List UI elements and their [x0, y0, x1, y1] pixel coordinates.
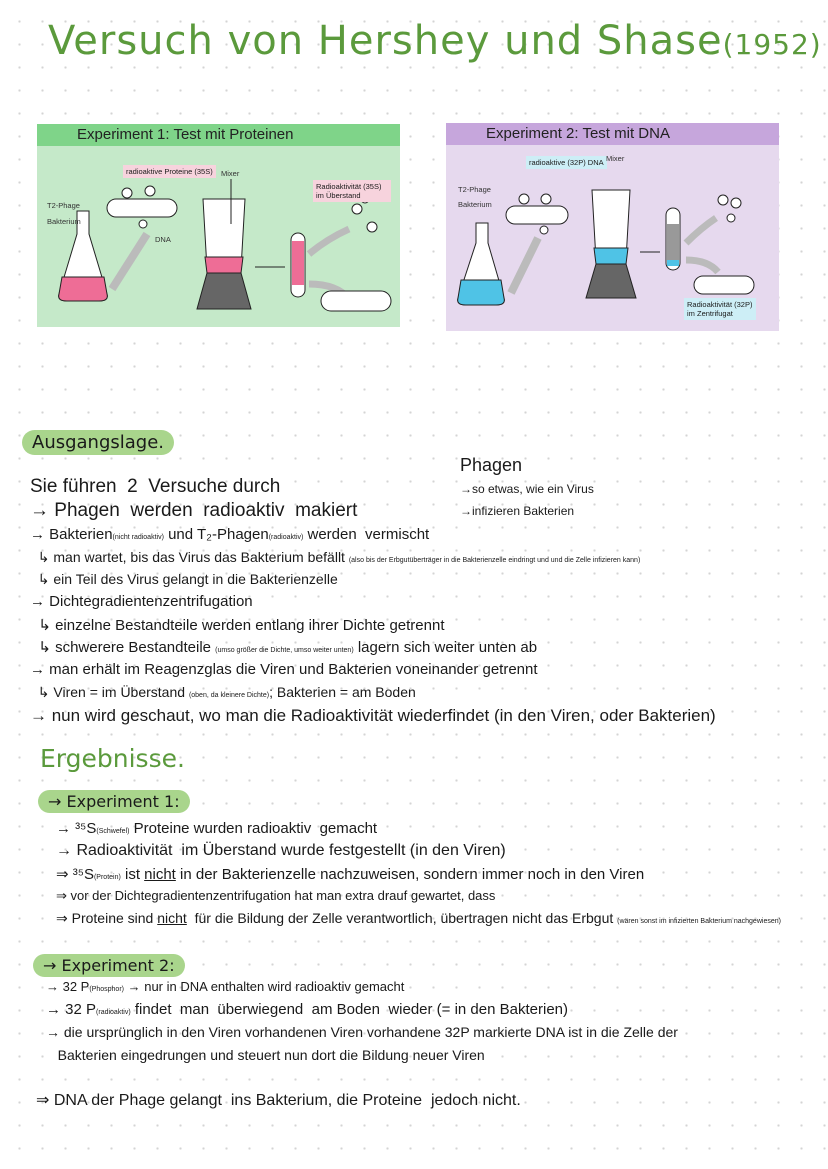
phage-icon	[145, 186, 155, 196]
label-radioactive-proteins: radioaktive Proteine (35S)	[123, 165, 216, 178]
annotation-text: (also bis der Erbgutüberträger in die Bakterienzelle eindringt und und die Zelle infizieren kann)	[348, 557, 641, 564]
note-line	[30, 593, 253, 610]
mixer-icon	[197, 199, 251, 309]
note-text: ⇒ DNA der Phage gelangt ins Bakterium, die Proteine jedoch nicht.	[36, 1092, 521, 1109]
note-text: → ³⁵S	[56, 820, 97, 837]
note-text: in der Bakterienzelle nachzuweisen, sondern immer noch in den Viren	[175, 866, 645, 883]
note-text: → Bakterien	[30, 526, 113, 543]
note-text: ⇒ Proteine sind	[56, 910, 158, 926]
note-text: lagern sich weiter unten ab	[353, 639, 538, 656]
note-text: Sie führen 2 Versuche durch	[30, 476, 281, 497]
mixer-icon	[586, 190, 636, 298]
note-text: nicht	[144, 866, 176, 883]
annotation-text: (Phosphor)	[89, 986, 124, 993]
note-text: → die ursprünglich in den Viren vorhandenen Viren vorhandene 32P markierte DNA ist in die Zelle der	[46, 1024, 678, 1040]
note-line	[30, 571, 338, 588]
note-line	[30, 661, 538, 678]
note-line	[46, 1024, 678, 1040]
phage-icon	[139, 220, 147, 228]
note-text: ist	[120, 866, 145, 883]
annotation-text: (Protein)	[93, 874, 121, 881]
note-text: ↳ einzelne Bestandteile werden entlang ihrer Dichte getrennt	[30, 617, 445, 634]
note-text: Bakterien eingedrungen und steuert nun dort die Bildung neuer Viren	[46, 1047, 485, 1063]
note-text: ↳ man wartet, bis das Virus das Bakterium befällt	[30, 549, 349, 565]
note-text: nicht	[157, 910, 187, 926]
label-bacterium: Bakterium	[47, 217, 81, 226]
arrow-icon	[112, 234, 147, 289]
note-line	[56, 865, 644, 883]
note-text: ⇒ ³⁵S	[56, 866, 94, 883]
phage-icon	[122, 188, 132, 198]
annotation-text: (Schwefel)	[96, 828, 130, 835]
page-title	[48, 18, 822, 64]
annotation-text: (radioaktiv)	[96, 1009, 131, 1016]
note-line	[56, 842, 506, 860]
label-dna: DNA	[155, 235, 171, 244]
annotation-text: (nicht radioaktiv)	[112, 534, 164, 541]
note-line	[46, 1001, 568, 1018]
title-year: (1952)	[722, 28, 822, 61]
note-text: werden vermischt	[303, 526, 430, 543]
note-text: → 32 P	[46, 1001, 97, 1018]
note-text: → Dichtegradientenzentrifugation	[30, 593, 253, 610]
annotation-text: (wären sonst im infizierten Bakterium nachgewiesen)	[617, 918, 781, 925]
note-line	[30, 549, 640, 566]
note-text: ↳ ein Teil des Virus gelangt in die Bakterienzelle	[30, 571, 338, 587]
section-ergebnisse: Ergebnisse.	[40, 744, 185, 773]
note-text: → Phagen werden radioaktiv makiert	[30, 500, 358, 521]
note-text: für die Bildung der Zelle verantwortlich, übertragen nicht das Erbgut	[186, 910, 618, 926]
note-line	[30, 706, 716, 726]
flask-icon	[458, 223, 505, 305]
experiment1-diagram	[37, 124, 400, 327]
annotation-text: (umso größer die Dichte, umso weiter unten)	[215, 647, 354, 654]
section-experiment2: → Experiment 2:	[33, 954, 185, 977]
phagen-note-title: Phagen	[460, 455, 523, 475]
test-tube-icon	[291, 233, 305, 297]
experiment2-header: Experiment 2: Test mit DNA	[446, 123, 779, 145]
note-line	[30, 526, 429, 543]
note-text: ↳ schwerere Bestandteile	[30, 639, 216, 656]
bacterium-icon	[694, 276, 754, 294]
note-text: → man erhält im Reagenzglas die Viren und Bakterien voneinander getrennt	[30, 661, 538, 678]
label-bacterium: Bakterium	[458, 200, 492, 209]
note-text: ⇒ vor der Dichtegradientenzentrifugation hat man extra drauf gewartet, dass	[56, 888, 496, 903]
bacterium-icon	[506, 206, 568, 224]
label-result: Radioaktivität (32P) im Zentrifugat	[684, 298, 756, 320]
note-line	[30, 638, 537, 656]
note-text: findet man überwiegend am Boden wieder (= in den Bakterien)	[130, 1001, 568, 1018]
phagen-note-line: →infizieren Bakterien	[460, 504, 575, 518]
note-line	[56, 910, 781, 927]
note-text: → 32 P	[46, 979, 90, 994]
label-mixer: Mixer	[606, 154, 625, 163]
label-phage: T2-Phage	[47, 201, 80, 210]
section-ausgangslage: Ausgangslage.	[22, 430, 174, 455]
experiment1-illustration	[37, 149, 400, 327]
note-text: → Radioaktivität im Überstand wurde festgestellt (in den Viren)	[56, 842, 506, 859]
experiment2-diagram	[446, 123, 779, 331]
annotation-text: (radioaktiv)	[268, 534, 304, 541]
phagen-note-line: →so etwas, wie ein Virus	[460, 482, 594, 496]
note-text: → nur in DNA enthalten wird radioaktiv gemacht	[124, 979, 405, 994]
bacterium-icon	[321, 291, 391, 311]
note-line	[30, 476, 280, 498]
note-text: → nun wird geschaut, wo man die Radioaktivität wiederfindet (in den Viren, oder Bakterien)	[30, 706, 716, 725]
note-line	[36, 1090, 521, 1110]
note-text: und T₂-Phagen	[163, 526, 269, 543]
note-text: ; Bakterien = am Boden	[269, 684, 416, 700]
label-phage: T2-Phage	[458, 185, 491, 194]
label-mixer: Mixer	[221, 169, 240, 178]
section-experiment1: → Experiment 1:	[38, 790, 190, 813]
test-tube-icon	[666, 208, 680, 270]
note-line	[56, 820, 377, 837]
label-result: Radioaktivität (35S) im Überstand	[313, 180, 391, 202]
note-line	[56, 888, 495, 904]
note-line	[30, 616, 445, 634]
note-line	[30, 684, 416, 701]
experiment1-header: Experiment 1: Test mit Proteinen	[37, 124, 400, 146]
title-text: Versuch von Hershey und Shase	[48, 18, 723, 64]
note-text: Proteine wurden radioaktiv gemacht	[129, 820, 378, 837]
note-line	[46, 1047, 485, 1063]
note-line	[46, 979, 404, 994]
annotation-text: (oben, da kleinere Dichte)	[188, 692, 270, 699]
label-radioactive-dna: radioaktive (32P) DNA	[526, 156, 607, 169]
note-text: ↳ Viren = im Überstand	[30, 684, 189, 700]
note-line	[30, 500, 357, 522]
bacterium-icon	[107, 199, 177, 217]
